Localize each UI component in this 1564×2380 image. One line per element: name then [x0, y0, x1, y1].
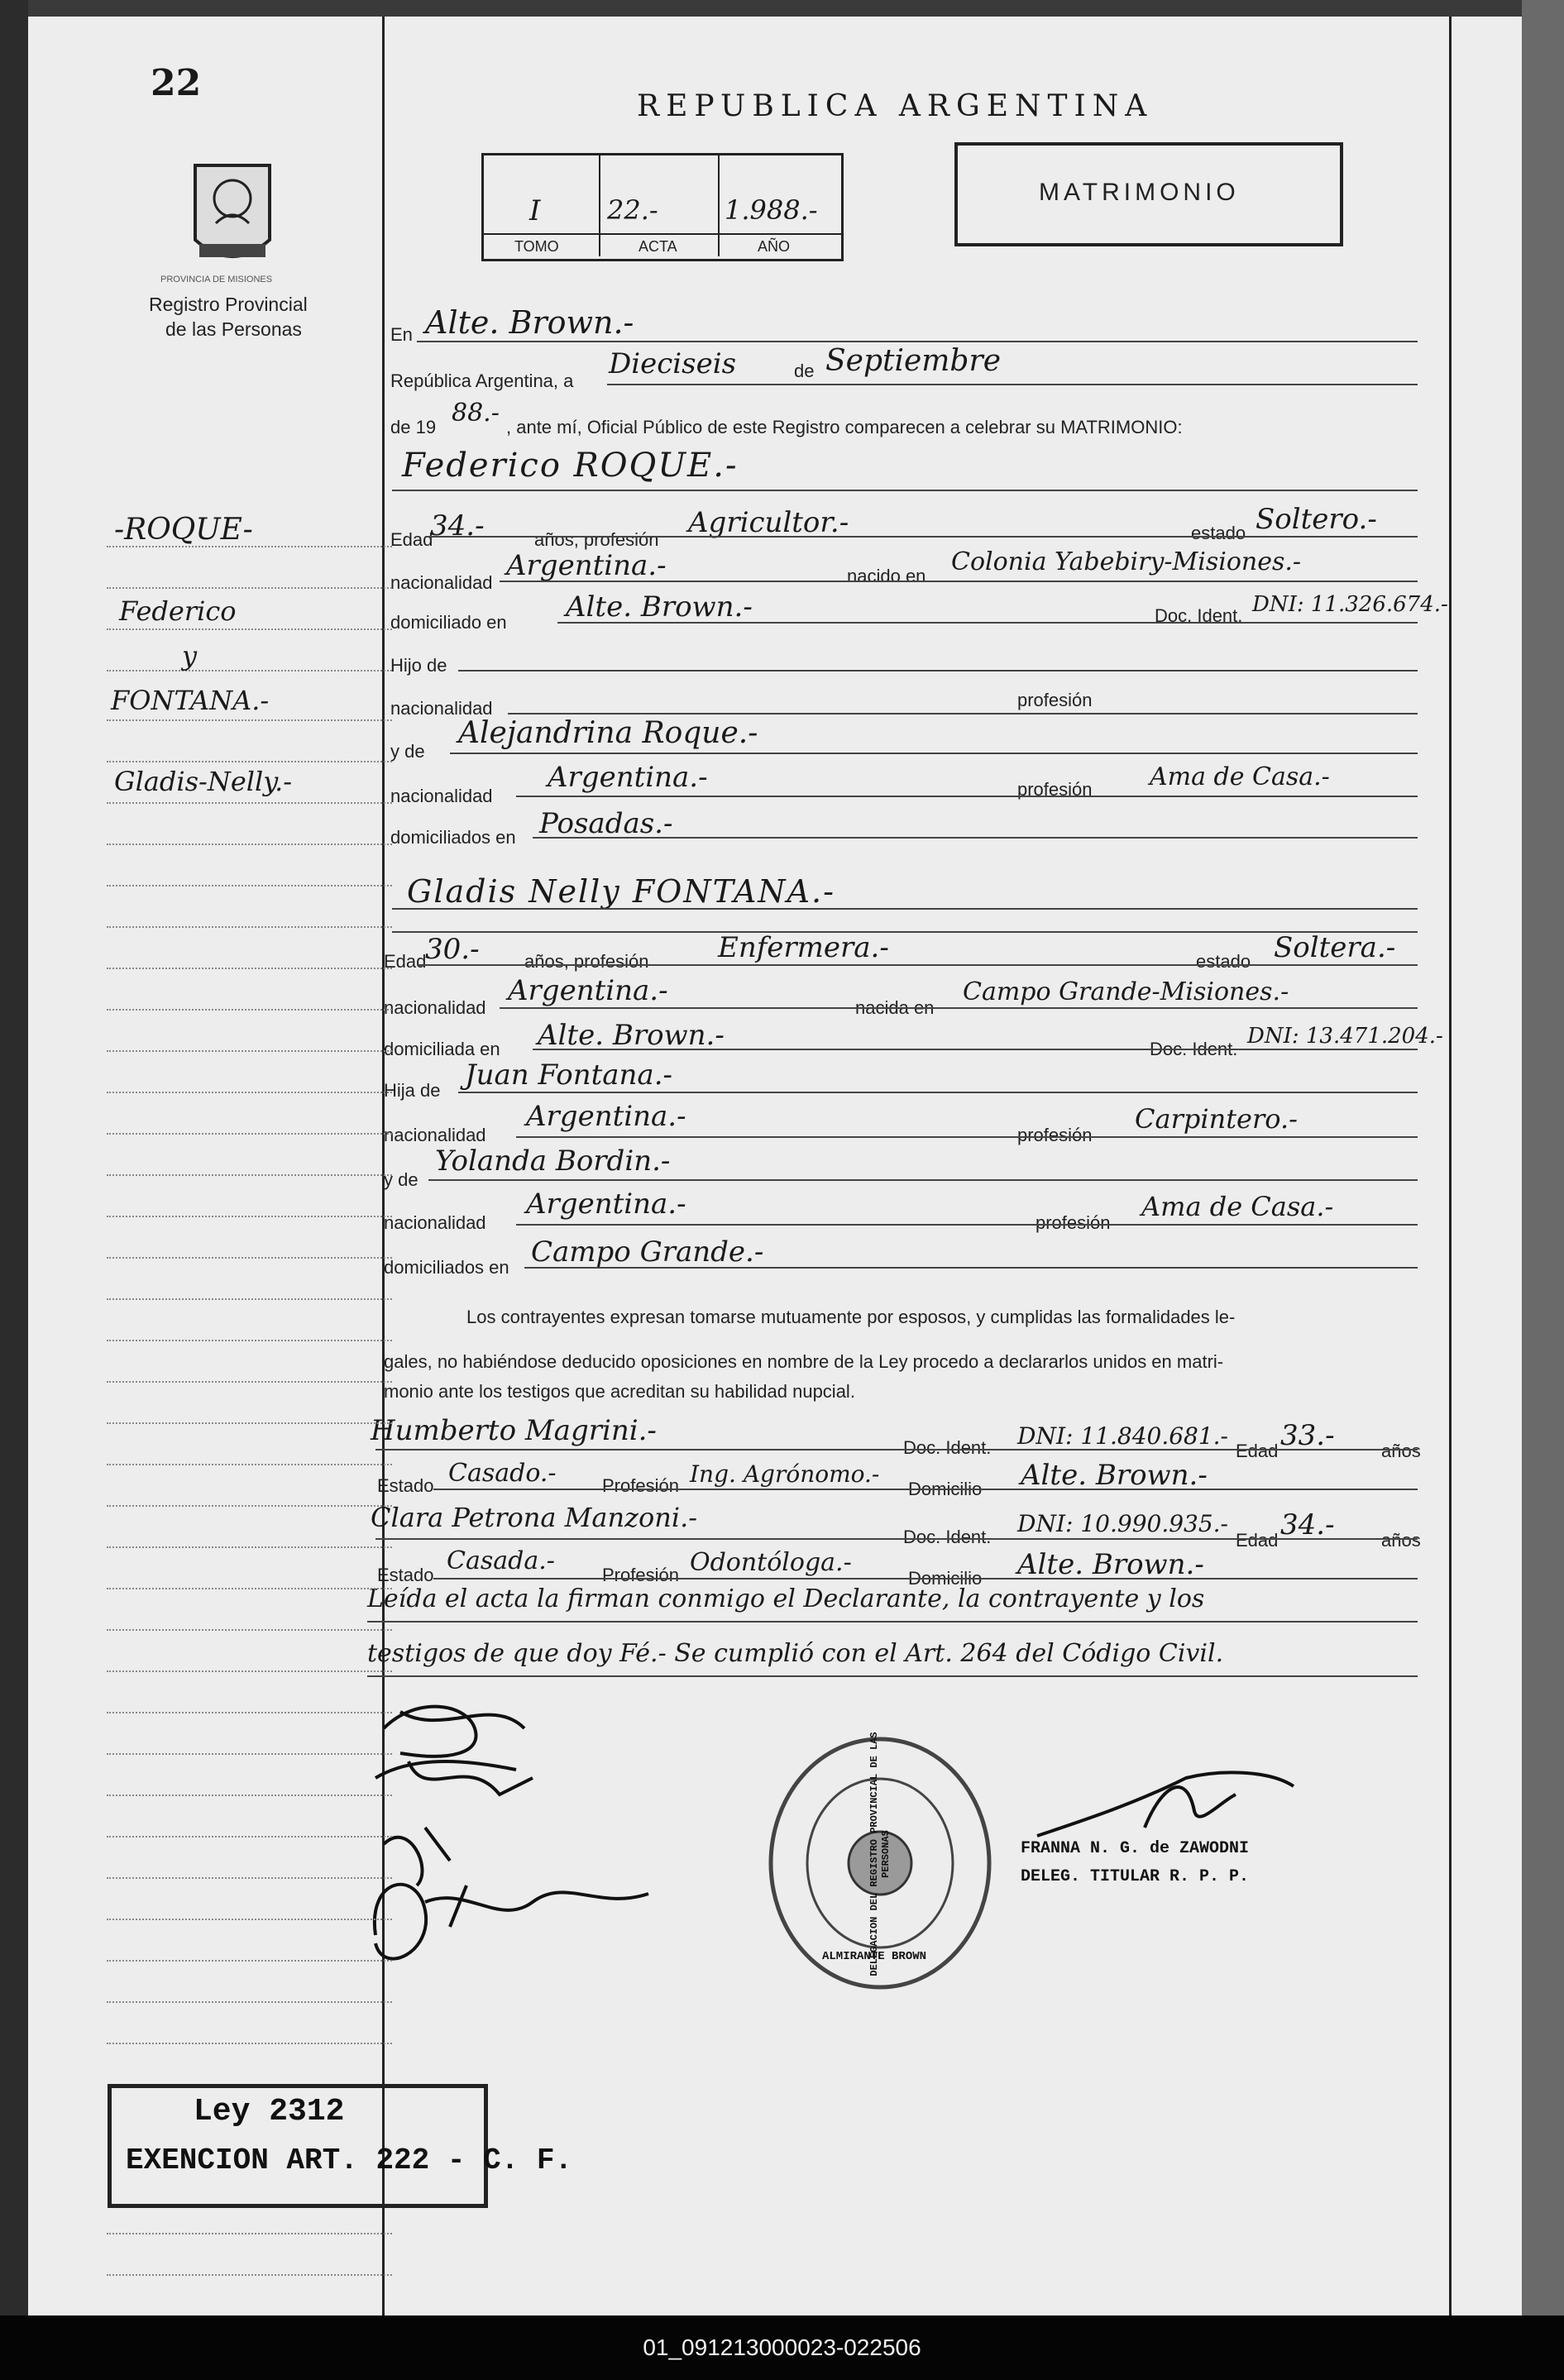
groom-estado-label: estado [1191, 523, 1246, 543]
line [500, 1007, 1418, 1009]
line [107, 2274, 392, 2276]
acta-label: ACTA [639, 238, 677, 255]
register-page [28, 17, 1522, 2315]
bride-nationality: Argentina.- [508, 974, 668, 1007]
bride-nac-label: nacionalidad [384, 997, 486, 1018]
margin-groom-first: Federico [119, 595, 237, 627]
line [375, 1449, 1418, 1450]
witness1-estado-label: Estado [377, 1475, 434, 1496]
bride-edad-label: Edad [384, 951, 427, 972]
groom-mother-nac-label: nacionalidad [390, 786, 493, 806]
line [107, 2233, 392, 2234]
line [107, 1009, 392, 1011]
witness2-domicile: Alte. Brown.- [1017, 1548, 1204, 1581]
declaration-line-2: gales, no habiéndose deducido oposiciones en nombre de la Ley procedo a declararlos unidos en matri- [384, 1351, 1224, 1372]
witness2-anos-label: años [1381, 1530, 1421, 1551]
groom-nac-label: nacionalidad [390, 572, 493, 593]
line [107, 1670, 392, 1672]
witness1-name: Humberto Magrini.- [371, 1414, 657, 1447]
right-rule [1449, 17, 1452, 2315]
line [367, 1675, 1418, 1677]
witness1-estado: Casado.- [448, 1459, 557, 1488]
line [107, 1919, 392, 1920]
witness2-doc: DNI: 10.990.935.- [1017, 1510, 1229, 1537]
line [524, 1267, 1418, 1269]
line [107, 802, 392, 804]
groom-domicile: Alte. Brown.- [566, 590, 753, 624]
witness2-edad-label: Edad [1236, 1530, 1279, 1551]
line [107, 1174, 392, 1176]
witness1-edad-label: Edad [1236, 1441, 1279, 1461]
groom-father-nac-label: nacionalidad [390, 698, 493, 719]
line [433, 1489, 1418, 1490]
witness2-doc-label: Doc. Ident. [903, 1527, 992, 1547]
bride-mother: Yolanda Bordin.- [435, 1145, 671, 1178]
groom-nationality: Argentina.- [506, 549, 667, 582]
bride-name: Gladis Nelly FONTANA.- [407, 873, 835, 910]
line [107, 1464, 392, 1465]
registry-line-1: Registro Provincial [149, 294, 308, 315]
line [533, 837, 1418, 839]
line [107, 719, 392, 721]
line [392, 490, 1418, 491]
witness2-dom-label: Domicilio [908, 1568, 983, 1589]
intro-month: Septiembre [825, 344, 1001, 378]
groom-profession: Agricultor.- [688, 506, 849, 539]
bride-mother-nationality: Argentina.- [526, 1188, 686, 1221]
signatures [351, 1679, 731, 2014]
line [107, 1505, 392, 1507]
bride-mother-profession: Ama de Casa.- [1141, 1191, 1334, 1222]
line [425, 536, 1418, 538]
book-edge-right [1522, 0, 1564, 2380]
closing-line-2: testigos de que doy Fé.- Se cumplió con el Art. 264 del Código Civil. [367, 1639, 1224, 1668]
bride-doc-label: Doc. Ident. [1150, 1039, 1238, 1059]
round-stamp [756, 1727, 1004, 2000]
official-name: FRANNA N. G. de ZAWODNI [1021, 1839, 1250, 1858]
bride-doc: DNI: 13.471.204.- [1247, 1024, 1443, 1049]
declaration-line-3: monio ante los testigos que acreditan su habilidad nupcial. [384, 1381, 855, 1402]
witness1-dom-label: Domicilio [908, 1479, 983, 1499]
line [392, 931, 1418, 933]
bride-parents-domicile: Campo Grande.- [531, 1235, 764, 1269]
groom-birthplace: Colonia Yabebiry-Misiones.- [951, 547, 1302, 576]
line [107, 587, 392, 589]
bride-dom-label: domiciliada en [384, 1039, 500, 1059]
acta-value: 22.- [607, 194, 658, 226]
official-title: DELEG. TITULAR R. P. P. [1021, 1867, 1250, 1886]
groom-mother-profession: Ama de Casa.- [1150, 762, 1330, 791]
line [107, 926, 392, 928]
line [107, 1298, 392, 1300]
bride-edad: 30.- [425, 933, 480, 966]
bride-anos-prof-label: años, profesión [524, 951, 649, 972]
en-label: En [390, 324, 413, 345]
line [107, 1753, 392, 1755]
groom-mother-prof-label: profesión [1017, 779, 1093, 800]
groom-name: Federico ROQUE.- [402, 447, 739, 485]
bride-profession: Enfermera.- [718, 931, 889, 964]
line [107, 2001, 392, 2003]
line [107, 1381, 392, 1383]
record-box-divider [481, 233, 844, 235]
line [458, 1092, 1418, 1093]
margin-bride-first: Gladis-Nelly.- [114, 766, 293, 797]
line [516, 1136, 1418, 1138]
bride-yde-label: y de [384, 1169, 419, 1190]
year-label: de 19 [390, 417, 437, 437]
line [107, 1588, 392, 1589]
provincial-seal-icon [187, 149, 278, 277]
line [107, 1257, 392, 1259]
intro-de-label: de [794, 361, 815, 381]
record-box-sep-1 [599, 155, 600, 256]
witness2-prof-label: Profesión [602, 1565, 679, 1585]
groom-father-prof-label: profesión [1017, 690, 1093, 710]
book-edge-left [0, 0, 28, 2380]
bride-mother-prof-label: profesión [1035, 1212, 1111, 1233]
line [516, 796, 1418, 797]
margin-surname: -ROQUE- [114, 513, 253, 547]
witness1-doc: DNI: 11.840.681.- [1017, 1422, 1229, 1450]
tomo-label: TOMO [514, 238, 559, 255]
line [107, 1836, 392, 1838]
line [458, 670, 1418, 671]
line [450, 753, 1418, 754]
round-stamp-outer: DELEGACION DEL REGISTRO PROVINCIAL DE LAS PERSONAS [868, 1732, 892, 1976]
witness2-estado: Casada.- [447, 1546, 555, 1575]
witness1-prof-label: Profesión [602, 1475, 679, 1496]
groom-edad-label: Edad [390, 529, 433, 550]
groom-edad: 34.- [430, 509, 485, 542]
intro-place: Alte. Brown.- [425, 304, 634, 341]
line [433, 1578, 1418, 1579]
closing-line-1: Leída el acta la firman conmigo el Declarante, la contrayente y los [367, 1584, 1205, 1613]
line [107, 968, 392, 969]
anio-value: 1.988.- [725, 194, 818, 226]
groom-estado: Soltero.- [1256, 503, 1377, 536]
intro-text: , ante mí, Oficial Público de este Registro comparecen a celebrar su MATRIMONIO: [506, 417, 1183, 437]
line [107, 628, 392, 630]
groom-nacido-label: nacido en [847, 566, 926, 586]
round-stamp-inner: ALMIRANTE BROWN [822, 1950, 927, 1963]
bride-nacida-label: nacida en [855, 997, 935, 1018]
line [107, 1422, 392, 1424]
line [107, 2043, 392, 2044]
line [107, 885, 392, 887]
bride-hija-label: Hija de [384, 1080, 441, 1101]
bride-mother-nac-label: nacionalidad [384, 1212, 486, 1233]
record-box-sep-2 [718, 155, 720, 256]
bride-domicile: Alte. Brown.- [538, 1019, 725, 1052]
bride-birthplace: Campo Grande-Misiones.- [963, 977, 1289, 1006]
line [107, 844, 392, 845]
intro-day: Dieciseis [609, 347, 737, 380]
witness1-profession: Ing. Agrónomo.- [690, 1460, 880, 1488]
witness1-domicile: Alte. Brown.- [1021, 1459, 1208, 1492]
line [107, 1877, 392, 1879]
line [417, 341, 1418, 342]
declaration-line-1: Los contrayentes expresan tomarse mutuamente por esposos, y cumplidas las formalidades le- [466, 1307, 1236, 1327]
witness2-estado-label: Estado [377, 1565, 434, 1585]
line [557, 622, 1418, 624]
bride-estado: Soltera.- [1274, 931, 1396, 964]
bride-parents-dom-label: domiciliados en [384, 1257, 509, 1278]
groom-doc: DNI: 11.326.674.- [1252, 592, 1448, 617]
groom-parents-dom-label: domiciliados en [390, 827, 516, 848]
line [417, 964, 1418, 966]
intro-year: 88.- [452, 399, 500, 428]
line [107, 1133, 392, 1135]
page-title: REPUBLICA ARGENTINA [637, 89, 1154, 123]
line [107, 1050, 392, 1052]
witness1-doc-label: Doc. Ident. [903, 1437, 992, 1458]
republica-label: República Argentina, a [390, 370, 574, 391]
witness2-edad: 34.- [1280, 1508, 1335, 1541]
anio-label: AÑO [758, 238, 791, 255]
line [375, 1538, 1418, 1540]
groom-mother: Alejandrina Roque.- [458, 716, 758, 750]
bride-father-nationality: Argentina.- [526, 1100, 686, 1133]
line [607, 384, 1418, 385]
witness2-name: Clara Petrona Manzoni.- [371, 1502, 698, 1533]
line [107, 761, 392, 762]
line [107, 1629, 392, 1631]
groom-dom-label: domiciliado en [390, 612, 507, 633]
act-type: MATRIMONIO [1039, 179, 1240, 206]
line [392, 908, 1418, 910]
exemption-line-1: Ley 2312 [194, 2094, 345, 2129]
line [428, 1179, 1418, 1181]
bride-father: Juan Fontana.- [465, 1059, 672, 1092]
groom-mother-nationality: Argentina.- [548, 761, 708, 794]
registry-line-2: de las Personas [165, 318, 302, 340]
groom-parents-domicile: Posadas.- [539, 807, 673, 840]
groom-doc-label: Doc. Ident. [1155, 605, 1243, 626]
bride-father-prof-label: profesión [1017, 1125, 1093, 1145]
bride-father-nac-label: nacionalidad [384, 1125, 486, 1145]
line [107, 1712, 392, 1713]
line [107, 1092, 392, 1093]
line [500, 581, 1418, 582]
line [107, 1546, 392, 1548]
bride-estado-label: estado [1196, 951, 1251, 972]
line [107, 1340, 392, 1341]
groom-yde-label: y de [390, 741, 425, 762]
groom-anos-prof-label: años, profesión [534, 529, 659, 550]
line [516, 1224, 1418, 1226]
margin-conjunction: y [182, 640, 198, 671]
image-id-footer: 01_091213000023-022506 [0, 2315, 1564, 2380]
margin-bride-surname: FONTANA.- [111, 685, 270, 716]
line [107, 1960, 392, 1962]
line [367, 1621, 1418, 1623]
exemption-line-2: EXENCION ART. 222 - C. F. [126, 2143, 573, 2177]
witness2-profession: Odontóloga.- [690, 1548, 852, 1577]
witness1-anos-label: años [1381, 1441, 1421, 1461]
line [107, 1795, 392, 1796]
seal-label: PROVINCIA DE MISIONES [160, 275, 273, 284]
groom-hijo-label: Hijo de [390, 655, 447, 676]
tomo-value: I [529, 194, 541, 227]
bride-father-profession: Carpintero.- [1135, 1103, 1298, 1135]
witness1-edad: 33.- [1280, 1419, 1335, 1452]
line [508, 713, 1418, 714]
page-number: 22 [151, 62, 202, 104]
line [533, 1049, 1418, 1050]
line [107, 670, 392, 671]
line [107, 1216, 392, 1217]
